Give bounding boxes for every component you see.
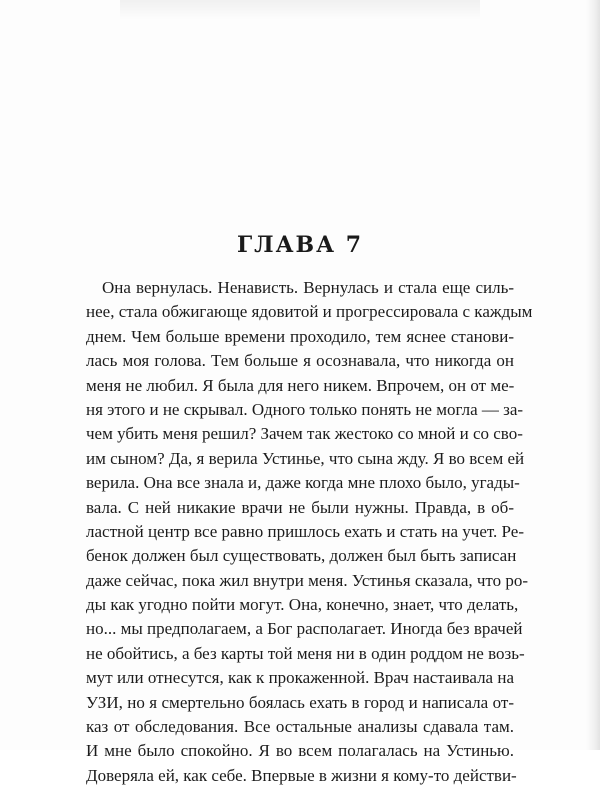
chapter-title: ГЛАВА 7 bbox=[236, 232, 364, 258]
page-edge-shadow bbox=[586, 0, 600, 750]
text-line: днем. Чем больше времени проходило, тем яснее станови- bbox=[86, 326, 514, 346]
text-line: чем убить меня решил? Зачем так жестоко со мной и со сво- bbox=[86, 424, 523, 444]
text-line: даже сейчас, пока жил внутри меня. Устинья сказала, что ро- bbox=[86, 570, 529, 590]
text-line: мут или отнесутся, как к прокаженной. Врач настаивала на bbox=[86, 668, 514, 688]
text-line: Доверяла ей, как себе. Впервые в жизни я кому-то действи- bbox=[86, 765, 517, 785]
text-line: бенок должен был существовать, должен был быть записан bbox=[86, 546, 517, 566]
chapter-body-text bbox=[86, 276, 533, 788]
text-line: ластной центр все равно пришлось ехать и стать на учет. Ре- bbox=[86, 521, 524, 541]
text-line: УЗИ, но я смертельно боялась ехать в город и написала от- bbox=[86, 692, 514, 712]
text-line: вала. С ней никакие врачи не были нужны. Правда, в об- bbox=[86, 497, 514, 517]
text-line: лась моя голова. Тем больше я осознавала, что никогда он bbox=[86, 351, 514, 371]
text-line: ня этого и не скрывал. Одного только понять не могла — за- bbox=[86, 399, 524, 419]
text-line: не обойтись, а без карты той меня ни в один роддом не возь- bbox=[86, 643, 525, 663]
text-line: им сыном? Да, я верила Устинье, что сына жду. Я во всем ей bbox=[86, 448, 525, 468]
text-line: ды как угодно пойти могут. Она, конечно, знает, что делать, bbox=[86, 595, 519, 615]
text-line: меня не любил. Я была для него никем. Впрочем, он от ме- bbox=[86, 375, 515, 395]
text-line: но... мы предполагаем, а Бог располагает. Иногда без врачей bbox=[86, 619, 523, 639]
text-line: каз от обследования. Все остальные анализы сдавала там. bbox=[86, 717, 514, 737]
text-line: Она вернулась. Ненависть. Вернулась и стала еще силь- bbox=[102, 278, 514, 297]
text-line: И мне было спокойно. Я во всем полагалась на Устинью. bbox=[86, 741, 514, 761]
text-line: верила. Она все знала и, даже когда мне плохо было, угады- bbox=[86, 473, 520, 493]
text-line: нее, стала обжигающе ядовитой и прогрессировала с каждым bbox=[86, 302, 533, 322]
page-top-shadow bbox=[120, 0, 480, 20]
